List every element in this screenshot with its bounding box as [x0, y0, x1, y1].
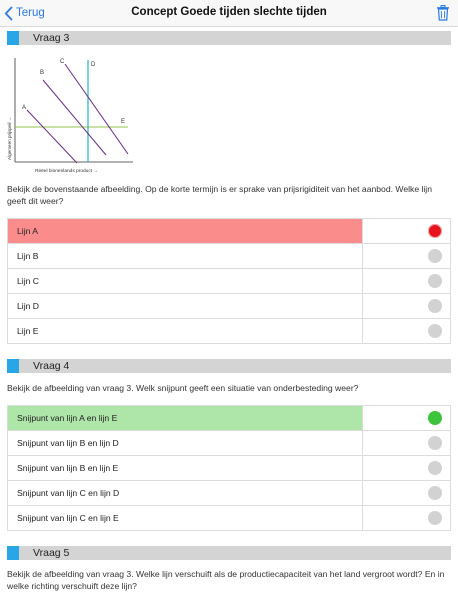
back-label: Terug — [16, 7, 45, 19]
question-3-option-e[interactable] — [8, 319, 450, 344]
question-4-option-4[interactable] — [8, 481, 450, 506]
option-label: Snijpunt van lijn C en lijn D — [17, 488, 120, 498]
question-3-figure — [5, 50, 140, 175]
option-label: Lijn B — [17, 251, 39, 261]
question-4-option-3[interactable] — [8, 456, 450, 481]
question-3-option-c[interactable] — [8, 269, 450, 294]
option-label: Snijpunt van lijn B en lijn E — [17, 463, 119, 473]
line-a — [27, 110, 77, 163]
page-title: Concept Goede tijden slechte tijden — [131, 6, 327, 18]
radio-unselected-icon[interactable] — [428, 324, 442, 338]
radio-cell[interactable] — [362, 319, 450, 343]
radio-cell[interactable] — [362, 456, 450, 480]
option-label: Lijn D — [17, 301, 39, 311]
radio-unselected-icon[interactable] — [428, 486, 442, 500]
radio-unselected-icon[interactable] — [428, 299, 442, 313]
section-accent — [7, 31, 19, 45]
question-3-option-d[interactable] — [8, 294, 450, 319]
option-label: Snijpunt van lijn B en lijn D — [17, 438, 119, 448]
radio-unselected-icon[interactable] — [428, 461, 442, 475]
x-axis-label: Reëel binnenlands product → — [35, 169, 99, 174]
option-label: Snijpunt van lijn A en lijn E — [17, 413, 118, 423]
option-label: Snijpunt van lijn C en lijn E — [17, 513, 119, 523]
section-accent — [7, 359, 19, 373]
line-c — [65, 64, 128, 154]
option-label: Lijn A — [17, 226, 39, 236]
radio-selected-correct-icon[interactable] — [428, 411, 442, 425]
option-label: Lijn C — [17, 276, 39, 286]
question-4-options — [7, 405, 451, 531]
radio-cell[interactable] — [362, 219, 450, 243]
question-4-option-2[interactable] — [8, 431, 450, 456]
y-axis-label: Algemeen prijspeil → — [7, 116, 12, 160]
question-5-title: Vraag 5 — [33, 547, 70, 559]
option-label: Lijn E — [17, 326, 39, 336]
radio-cell[interactable] — [362, 431, 450, 455]
radio-selected-wrong-icon[interactable] — [428, 224, 442, 238]
question-4-option-1[interactable] — [8, 406, 450, 431]
section-accent — [7, 546, 19, 560]
question-4-header — [7, 359, 451, 373]
radio-unselected-icon[interactable] — [428, 511, 442, 525]
radio-cell[interactable] — [362, 294, 450, 318]
radio-cell[interactable] — [362, 481, 450, 505]
question-5-text: Bekijk de afbeelding van vraag 3. Welke lijn verschuift als de productiecapaciteit van het land vergroot wordt? En in welke richting verschuift deze lijn? — [7, 569, 445, 591]
navigation-bar — [0, 0, 458, 27]
question-4-option-5[interactable] — [8, 506, 450, 531]
radio-cell[interactable] — [362, 506, 450, 530]
question-3-option-b[interactable] — [8, 244, 450, 269]
radio-unselected-icon[interactable] — [428, 249, 442, 263]
line-b-label: B — [40, 70, 45, 76]
line-e-label: E — [121, 119, 126, 125]
radio-cell[interactable] — [362, 406, 450, 430]
line-a-label: A — [22, 105, 27, 111]
delete-button[interactable] — [436, 5, 450, 21]
question-3-options — [7, 218, 451, 344]
question-3-header — [7, 31, 451, 45]
question-3-title: Vraag 3 — [33, 32, 70, 44]
radio-cell[interactable] — [362, 269, 450, 293]
line-c-label: C — [60, 59, 65, 65]
radio-cell[interactable] — [362, 244, 450, 268]
question-5-header — [7, 546, 451, 560]
question-4-text: Bekijk de afbeelding van vraag 3. Welk snijpunt geeft een situatie van onderbesteding weer? — [7, 383, 359, 393]
trash-icon — [436, 5, 450, 21]
question-4-title: Vraag 4 — [33, 360, 70, 372]
line-d-label: D — [91, 62, 96, 68]
question-3-text: Bekijk de bovenstaande afbeelding. Op de korte termijn is er sprake van prijsrigiditeit van het aanbod. Welke lijn geeft dit weer? — [7, 184, 432, 206]
question-3-option-a[interactable] — [8, 219, 450, 244]
line-b — [43, 80, 106, 155]
radio-unselected-icon[interactable] — [428, 436, 442, 450]
radio-unselected-icon[interactable] — [428, 274, 442, 288]
